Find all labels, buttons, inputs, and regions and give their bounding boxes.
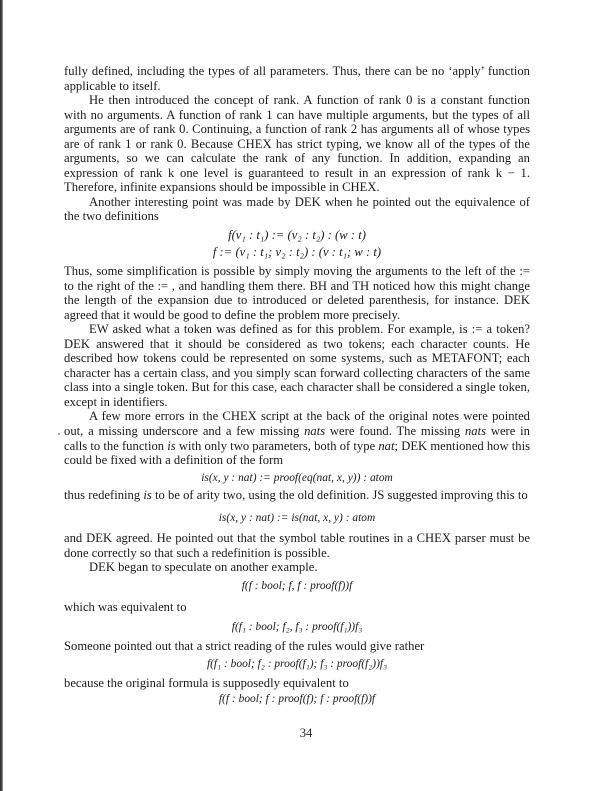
page-number: 34 [299,726,313,740]
scan-speck [58,433,60,435]
text-run: were found. The missing [325,424,465,439]
text-run: A few more errors in the CHEX script at the back of the original notes were pointed out, a missing underscore and a few missing [64,409,530,439]
equation: f := (v₁ : t₁; v₂ : t₂) : (v : t₁; w : t) [212,245,382,260]
equation: is(x, y : nat) := proof(eq(nat, x, y)) : atom [201,471,393,484]
equation: f(f₁ : bool; f₂ : proof(f₁); f₃ : proof(f₂))f₃ [206,658,388,671]
document-page [64,64,530,710]
equation-block [64,227,530,261]
text-run: with only two parameters, both of type [175,438,379,453]
text-run: to be of arity two, using the old definition. JS suggested improving this to [151,488,528,503]
equation: f(f₁ : bool; f₂, f₃ : proof(f₁))f₃ [231,621,363,634]
paragraph [64,409,530,467]
paragraph: and DEK agreed. He pointed out that the symbol table routines in a CHEX parser must be done correctly so that such a redefinition is possible. [64,531,530,560]
code-term: is [143,488,152,503]
scan-edge-strip [0,0,3,791]
text-run: were in calls to the function [64,424,530,453]
paragraph: He then introduced the concept of rank. A function of rank 0 is a constant function with no arguments. A function of rank 1 can have multiple arguments, but the types of all arguments are of rank 0. Continuing, a function of rank 2 has arguments all of whose types are of rank 1 or rank 0. Because CHEX has strict typing, we know all of the types of the arguments, so we can calculate the rank of any function. In addition, expanding an expression of rank k one level is guaranteed to result in an expression of rank k − 1. Therefore, infinite expansions should be impossible in CHEX. [64,93,530,195]
code-term: nat [378,438,395,453]
paragraph: EW asked what a token was defined as for this problem. For example, is := a token? DEK answered that it should be considered as two tokens; each character counts. He described how tokens could be represented on some systems, such as METAFONT; each character has a certain class, and you simply scan forward collecting characters of the same class into a single token. But for this case, each character shall be considered a single token, except in identifiers. [64,322,530,409]
paragraph: because the original formula is supposedly equivalent to [64,675,349,690]
equation: f(v₁ : t₁) := (v₂ : t₂) : (w : t) [228,228,366,243]
paragraph: Someone pointed out that a strict reading of the rules would give rather [64,638,425,653]
equation: f(f : bool; f : proof(f); f : proof(f))f [218,693,376,706]
paragraph: fully defined, including the types of all parameters. Thus, there can be no ‘apply’ function applicable to itself. [64,64,530,93]
paragraph: Another interesting point was made by DEK when he pointed out the equivalence of the two definitions [64,194,530,224]
paragraph: which was equivalent to [64,599,187,614]
equation: f(f : bool; f, f : proof(f))f [241,579,353,592]
paragraph: DEK began to speculate on another example. [89,560,318,575]
code-term: is [167,438,176,453]
paragraph: Thus, some simplification is possible by simply moving the arguments to the left of the := to the right of the := , and handling them there. BH and TH noticed how this might change the length of the expansion due to introduced or deleted parenthesis, for instance. DEK agreed that it would be good to define the problem more precisely. [64,264,530,322]
text-run: ; DEK mentioned how this could be fixed with a definition of the form [64,438,531,468]
code-term: nats [304,424,326,439]
code-term: nats [464,424,487,439]
equation: is(x, y : nat) := is(nat, x, y) : atom [218,511,376,524]
text-run: thus redefining [64,488,144,503]
paragraph [64,488,530,503]
